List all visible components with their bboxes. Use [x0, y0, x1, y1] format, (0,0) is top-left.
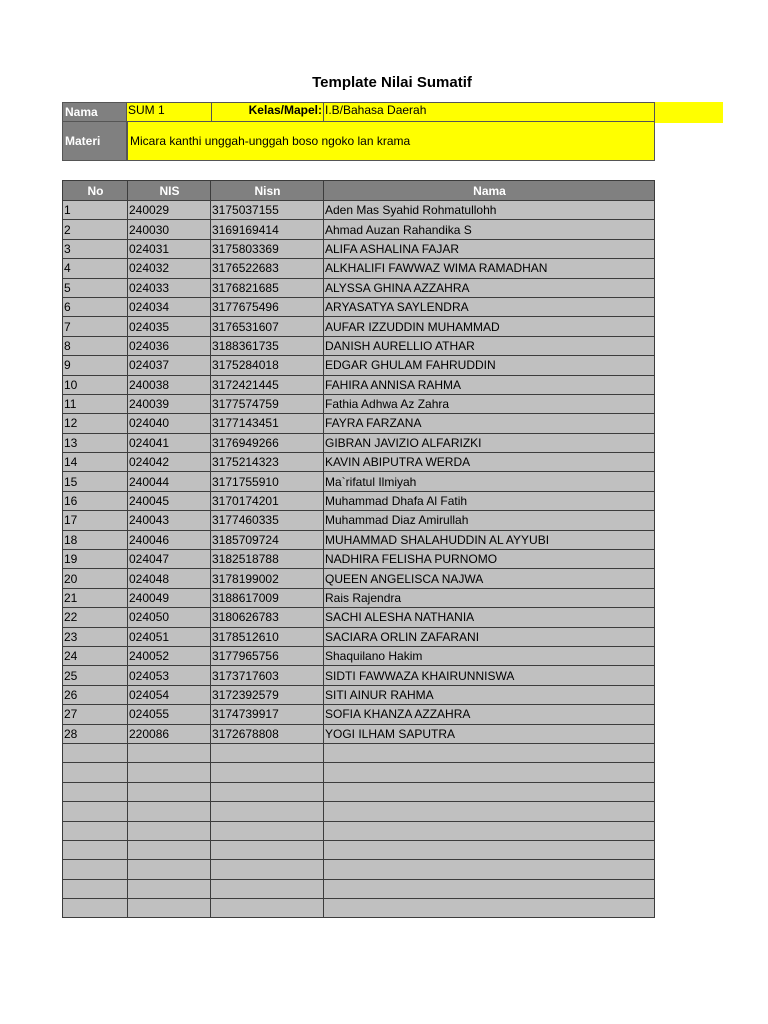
table-row: [63, 802, 655, 821]
table-row: [63, 821, 655, 840]
cell-no[interactable]: 10: [63, 375, 128, 394]
cell-nisn[interactable]: 3185709724: [211, 530, 324, 549]
cell-no[interactable]: 18: [63, 530, 128, 549]
table-row: [63, 375, 655, 394]
nama-label: Nama: [62, 102, 127, 122]
cell-nis[interactable]: 240049: [128, 588, 211, 607]
table-row: [63, 550, 655, 569]
cell-nis[interactable]: 240046: [128, 530, 211, 549]
cell-no[interactable]: 4: [63, 259, 128, 278]
cell-nama[interactable]: [324, 821, 655, 840]
cell-no[interactable]: 27: [63, 705, 128, 724]
cell-nama[interactable]: [324, 782, 655, 801]
cell-nis[interactable]: 240039: [128, 394, 211, 413]
cell-nama[interactable]: EDGAR GHULAM FAHRUDDIN: [324, 356, 655, 375]
cell-nama[interactable]: QUEEN ANGELISCA NAJWA: [324, 569, 655, 588]
cell-nisn[interactable]: 3174739917: [211, 705, 324, 724]
cell-nis[interactable]: 024037: [128, 356, 211, 375]
table-row: [63, 394, 655, 413]
cell-nisn[interactable]: 3172678808: [211, 724, 324, 743]
cell-nisn[interactable]: 3177460335: [211, 511, 324, 530]
cell-nama[interactable]: KAVIN ABIPUTRA WERDA: [324, 453, 655, 472]
cell-nama[interactable]: FAHIRA ANNISA RAHMA: [324, 375, 655, 394]
table-row: [63, 491, 655, 510]
cell-nisn[interactable]: 3177965756: [211, 646, 324, 665]
cell-no[interactable]: 17: [63, 511, 128, 530]
cell-nis[interactable]: 240043: [128, 511, 211, 530]
cell-nama[interactable]: Rais Rajendra: [324, 588, 655, 607]
cell-nisn[interactable]: [211, 879, 324, 898]
table-row: [63, 336, 655, 355]
header-nisn: Nisn: [211, 181, 324, 201]
cell-nisn[interactable]: 3173717603: [211, 666, 324, 685]
cell-nama[interactable]: ARYASATYA SAYLENDRA: [324, 297, 655, 316]
table-row: [63, 588, 655, 607]
cell-nisn[interactable]: 3188361735: [211, 336, 324, 355]
cell-nis[interactable]: 024047: [128, 550, 211, 569]
cell-nis[interactable]: 240045: [128, 491, 211, 510]
cell-nama[interactable]: Ahmad Auzan Rahandika S: [324, 220, 655, 239]
cell-nama[interactable]: Aden Mas Syahid Rohmatullohh: [324, 201, 655, 220]
cell-nis[interactable]: 024035: [128, 317, 211, 336]
cell-no[interactable]: [63, 879, 128, 898]
cell-no[interactable]: 2: [63, 220, 128, 239]
cell-nisn[interactable]: 3175214323: [211, 453, 324, 472]
cell-nama[interactable]: SACIARA ORLIN ZAFARANI: [324, 627, 655, 646]
cell-no[interactable]: 21: [63, 588, 128, 607]
cell-nisn[interactable]: 3176821685: [211, 278, 324, 297]
cell-no[interactable]: 6: [63, 297, 128, 316]
cell-nis[interactable]: [128, 821, 211, 840]
table-row: [63, 511, 655, 530]
table-row: [63, 860, 655, 879]
cell-nisn[interactable]: 3178199002: [211, 569, 324, 588]
cell-nama[interactable]: NADHIRA FELISHA PURNOMO: [324, 550, 655, 569]
cell-nisn[interactable]: [211, 899, 324, 918]
cell-no[interactable]: [63, 840, 128, 859]
materi-label: Materi: [62, 122, 127, 161]
table-row: [63, 530, 655, 549]
cell-nama[interactable]: [324, 899, 655, 918]
cell-nama[interactable]: ALIFA ASHALINA FAJAR: [324, 239, 655, 258]
table-row: [63, 666, 655, 685]
table-row: [63, 239, 655, 258]
cell-nisn[interactable]: 3176949266: [211, 433, 324, 452]
cell-nis[interactable]: [128, 743, 211, 762]
cell-nama[interactable]: DANISH AURELLIO ATHAR: [324, 336, 655, 355]
cell-nama[interactable]: SIDTI FAWWAZA KHAIRUNNISWA: [324, 666, 655, 685]
table-row: [63, 278, 655, 297]
cell-nisn[interactable]: 3175284018: [211, 356, 324, 375]
table-row: [63, 646, 655, 665]
cell-nama[interactable]: [324, 743, 655, 762]
cell-nis[interactable]: 024042: [128, 453, 211, 472]
cell-nama[interactable]: ALKHALIFI FAWWAZ WIMA RAMADHAN: [324, 259, 655, 278]
cell-nis[interactable]: [128, 763, 211, 782]
cell-nisn[interactable]: 3169169414: [211, 220, 324, 239]
cell-nisn[interactable]: 3175037155: [211, 201, 324, 220]
cell-no[interactable]: 1: [63, 201, 128, 220]
cell-nis[interactable]: 024033: [128, 278, 211, 297]
cell-nama[interactable]: Fathia Adhwa Az Zahra: [324, 394, 655, 413]
table-row: [63, 259, 655, 278]
cell-nama[interactable]: Muhammad Diaz Amirullah: [324, 511, 655, 530]
cell-nisn[interactable]: 3177143451: [211, 414, 324, 433]
cell-nisn[interactable]: 3170174201: [211, 491, 324, 510]
table-row: [63, 782, 655, 801]
cell-nama[interactable]: MUHAMMAD SHALAHUDDIN AL AYYUBI: [324, 530, 655, 549]
cell-nisn[interactable]: 3188617009: [211, 588, 324, 607]
table-row: [63, 743, 655, 762]
table-row: [63, 840, 655, 859]
cell-nis[interactable]: 024036: [128, 336, 211, 355]
cell-nisn[interactable]: 3178512610: [211, 627, 324, 646]
nama-value-cell[interactable]: SUM 1: [127, 102, 211, 122]
cell-nama[interactable]: [324, 879, 655, 898]
cell-nama[interactable]: SOFIA KHANZA AZZAHRA: [324, 705, 655, 724]
cell-nis[interactable]: 024041: [128, 433, 211, 452]
cell-nisn[interactable]: 3177574759: [211, 394, 324, 413]
cell-nama[interactable]: Ma`rifatul Ilmiyah: [324, 472, 655, 491]
header-nis: NIS: [128, 181, 211, 201]
table-row: [63, 414, 655, 433]
cell-nis[interactable]: 024040: [128, 414, 211, 433]
cell-nis[interactable]: 024054: [128, 685, 211, 704]
cell-no[interactable]: 24: [63, 646, 128, 665]
cell-nis[interactable]: [128, 879, 211, 898]
cell-nisn[interactable]: 3175803369: [211, 239, 324, 258]
cell-no[interactable]: [63, 763, 128, 782]
cell-nis[interactable]: [128, 899, 211, 918]
cell-nama[interactable]: SACHI ALESHA NATHANIA: [324, 608, 655, 627]
cell-no[interactable]: 11: [63, 394, 128, 413]
cell-nis[interactable]: [128, 860, 211, 879]
table-row: [63, 899, 655, 918]
cell-nama[interactable]: FAYRA FARZANA: [324, 414, 655, 433]
cell-nama[interactable]: [324, 840, 655, 859]
cell-no[interactable]: [63, 860, 128, 879]
header-row-materi: [62, 122, 655, 161]
table-row: [63, 569, 655, 588]
cell-nis[interactable]: 220086: [128, 724, 211, 743]
cell-nama[interactable]: ALYSSA GHINA AZZAHRA: [324, 278, 655, 297]
cell-nisn[interactable]: 3182518788: [211, 550, 324, 569]
header-nama: Nama: [324, 181, 655, 201]
table-row: [63, 763, 655, 782]
cell-nisn[interactable]: 3176522683: [211, 259, 324, 278]
table-header-row: [63, 181, 655, 201]
table-row: [63, 724, 655, 743]
cell-no[interactable]: 7: [63, 317, 128, 336]
kelas-mapel-label: Kelas/Mapel:: [211, 102, 323, 122]
cell-nisn[interactable]: 3171755910: [211, 472, 324, 491]
cell-no[interactable]: 28: [63, 724, 128, 743]
cell-nama[interactable]: [324, 860, 655, 879]
table-row: [63, 685, 655, 704]
cell-no[interactable]: [63, 821, 128, 840]
cell-nama[interactable]: GIBRAN JAVIZIO ALFARIZKI: [324, 433, 655, 452]
cell-nisn[interactable]: [211, 860, 324, 879]
cell-nisn[interactable]: 3177675496: [211, 297, 324, 316]
header-no: No: [63, 181, 128, 201]
table-row: [63, 317, 655, 336]
table-row: [63, 220, 655, 239]
table-row: [63, 705, 655, 724]
header-row-nama: [62, 102, 655, 122]
cell-no[interactable]: 5: [63, 278, 128, 297]
cell-nis[interactable]: 240038: [128, 375, 211, 394]
cell-nisn[interactable]: [211, 743, 324, 762]
kelas-value-overflow: [654, 102, 723, 123]
cell-nisn[interactable]: [211, 782, 324, 801]
table-row: [63, 297, 655, 316]
cell-nisn[interactable]: [211, 802, 324, 821]
table-row: [63, 627, 655, 646]
cell-nisn[interactable]: 3176531607: [211, 317, 324, 336]
cell-no[interactable]: 8: [63, 336, 128, 355]
cell-nisn[interactable]: 3180626783: [211, 608, 324, 627]
cell-nis[interactable]: 024055: [128, 705, 211, 724]
cell-no[interactable]: 22: [63, 608, 128, 627]
cell-nisn[interactable]: 3172392579: [211, 685, 324, 704]
cell-nis[interactable]: 024034: [128, 297, 211, 316]
cell-no[interactable]: 9: [63, 356, 128, 375]
cell-nisn[interactable]: 3172421445: [211, 375, 324, 394]
cell-no[interactable]: 15: [63, 472, 128, 491]
cell-nis[interactable]: 240044: [128, 472, 211, 491]
cell-no[interactable]: 14: [63, 453, 128, 472]
table-row: [63, 433, 655, 452]
cell-nama[interactable]: [324, 802, 655, 821]
cell-nis[interactable]: 240029: [128, 201, 211, 220]
cell-no[interactable]: 12: [63, 414, 128, 433]
cell-nis[interactable]: 024051: [128, 627, 211, 646]
table-row: [63, 453, 655, 472]
page-title: Template Nilai Sumatif: [312, 74, 472, 91]
student-table: [62, 180, 655, 918]
cell-no[interactable]: 26: [63, 685, 128, 704]
cell-no[interactable]: [63, 899, 128, 918]
cell-nis[interactable]: [128, 782, 211, 801]
cell-no[interactable]: [63, 782, 128, 801]
cell-nis[interactable]: [128, 840, 211, 859]
cell-nisn[interactable]: [211, 821, 324, 840]
cell-nis[interactable]: 024050: [128, 608, 211, 627]
table-row: [63, 472, 655, 491]
cell-nama[interactable]: SITI AINUR RAHMA: [324, 685, 655, 704]
cell-no[interactable]: [63, 743, 128, 762]
cell-no[interactable]: 13: [63, 433, 128, 452]
cell-nama[interactable]: YOGI ILHAM SAPUTRA: [324, 724, 655, 743]
cell-nisn[interactable]: [211, 763, 324, 782]
cell-nis[interactable]: 024031: [128, 239, 211, 258]
cell-nis[interactable]: 024053: [128, 666, 211, 685]
cell-nis[interactable]: [128, 802, 211, 821]
kelas-mapel-value-cell[interactable]: I.B/Bahasa Daerah: [323, 102, 655, 122]
cell-no[interactable]: 25: [63, 666, 128, 685]
cell-nis[interactable]: 024032: [128, 259, 211, 278]
cell-nama[interactable]: AUFAR IZZUDDIN MUHAMMAD: [324, 317, 655, 336]
table-row: [63, 608, 655, 627]
cell-nama[interactable]: Muhammad Dhafa Al Fatih: [324, 491, 655, 510]
cell-no[interactable]: 23: [63, 627, 128, 646]
materi-value-cell[interactable]: Micara kanthi unggah-unggah boso ngoko lan krama: [127, 122, 655, 161]
cell-no[interactable]: 20: [63, 569, 128, 588]
table-row: [63, 356, 655, 375]
cell-nis[interactable]: 024048: [128, 569, 211, 588]
cell-no[interactable]: 19: [63, 550, 128, 569]
table-row: [63, 201, 655, 220]
cell-no[interactable]: [63, 802, 128, 821]
cell-nama[interactable]: Shaquilano Hakim: [324, 646, 655, 665]
cell-nis[interactable]: 240030: [128, 220, 211, 239]
cell-no[interactable]: 16: [63, 491, 128, 510]
cell-nisn[interactable]: [211, 840, 324, 859]
table-row: [63, 879, 655, 898]
cell-nama[interactable]: [324, 763, 655, 782]
cell-nis[interactable]: 240052: [128, 646, 211, 665]
cell-no[interactable]: 3: [63, 239, 128, 258]
